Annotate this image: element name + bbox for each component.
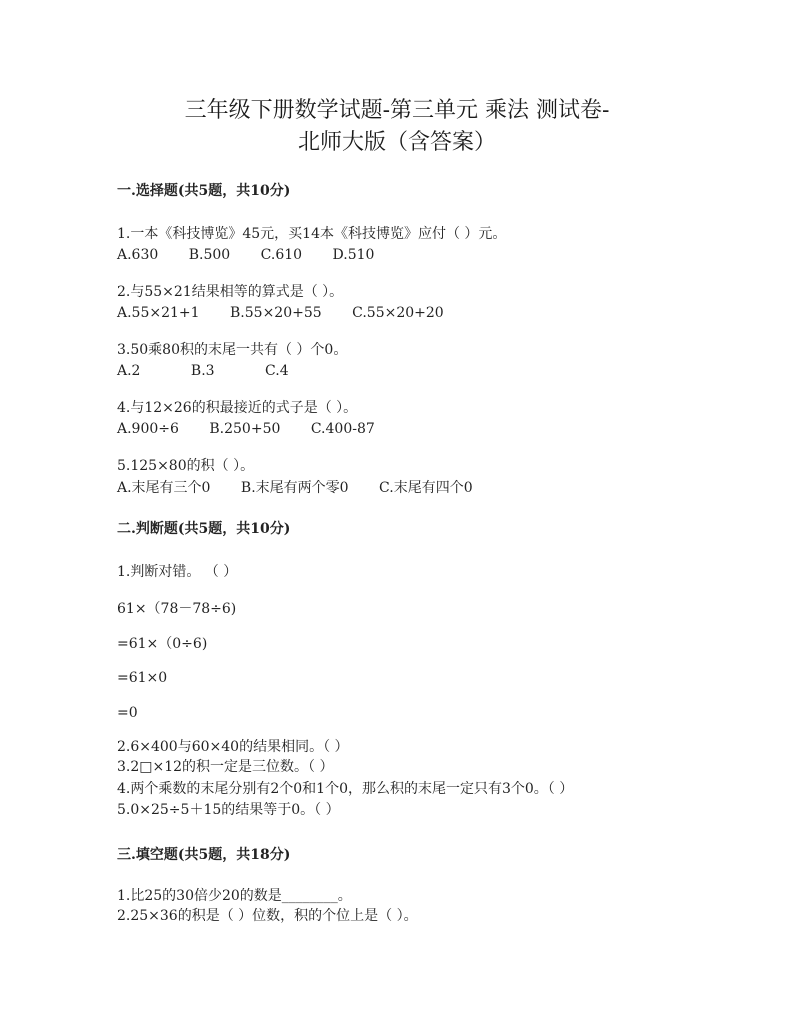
question-options bbox=[117, 420, 375, 438]
option-b: B.末尾有两个零0 bbox=[240, 480, 349, 496]
question-stem: 4.与12×26的积最接近的式子是（ ）。 bbox=[117, 400, 358, 416]
option-a: A.2 bbox=[117, 363, 141, 379]
question-stem: 3.50乘80积的末尾一共有（ ）个0。 bbox=[117, 342, 348, 358]
question-options bbox=[117, 479, 473, 497]
option-a: A.900÷6 bbox=[117, 421, 179, 437]
option-a: A.末尾有三个0 bbox=[117, 480, 211, 496]
question-stem: 4.两个乘数的末尾分别有2个0和1个0，那么积的末尾一定只有3个0。（ ） bbox=[117, 781, 574, 797]
option-a: A.55×21+1 bbox=[117, 305, 200, 321]
section-heading-true-false: 二.判断题(共5题，共10分) bbox=[117, 521, 291, 537]
question-stem: 2.与55×21结果相等的算式是（ ）。 bbox=[117, 284, 344, 300]
option-b: B.250+50 bbox=[209, 421, 281, 437]
question-options bbox=[117, 304, 444, 322]
calculation-step: =61×0 bbox=[117, 670, 168, 686]
option-c: C.400-87 bbox=[310, 421, 375, 437]
question-options bbox=[117, 362, 289, 380]
calculation-step: =61×（0÷6) bbox=[117, 636, 208, 652]
question-stem: 1.比25的30倍少20的数是________。 bbox=[117, 888, 352, 904]
option-c: C.55×20+20 bbox=[352, 305, 444, 321]
option-b: B.3 bbox=[190, 363, 215, 379]
option-b: B.500 bbox=[188, 247, 231, 263]
question-stem: 3.2□×12的积一定是三位数。（ ） bbox=[117, 759, 334, 775]
document-title-line-2: 北师大版（含答案） bbox=[297, 130, 496, 155]
option-a: A.630 bbox=[117, 247, 159, 263]
document-title-line-1: 三年级下册数学试题-第三单元 乘法 测试卷- bbox=[184, 98, 610, 123]
question-options bbox=[117, 246, 374, 264]
question-stem: 5.125×80的积（ ）。 bbox=[117, 458, 255, 474]
option-c: C.4 bbox=[265, 363, 289, 379]
option-b: B.55×20+55 bbox=[230, 305, 322, 321]
option-d: D.510 bbox=[332, 247, 375, 263]
option-c: C.末尾有四个0 bbox=[379, 480, 473, 496]
question-stem: 1.判断对错。 （ ） bbox=[117, 564, 238, 580]
calculation-step: =0 bbox=[117, 705, 138, 721]
question-stem: 5.0×25÷5＋15的结果等于0。（ ） bbox=[117, 802, 340, 818]
calculation-step: 61×（78－78÷6) bbox=[117, 601, 237, 617]
section-heading-multiple-choice: 一.选择题(共5题，共10分) bbox=[117, 183, 291, 199]
section-heading-fill-in-blank: 三.填空题(共5题，共18分) bbox=[117, 847, 291, 863]
question-stem: 1.一本《科技博览》45元，买14本《科技博览》应付（ ）元。 bbox=[117, 226, 507, 242]
option-c: C.610 bbox=[260, 247, 303, 263]
question-stem: 2.25×36的积是（ ）位数，积的个位上是（ ）。 bbox=[117, 908, 418, 924]
question-stem: 2.6×400与60×40的结果相同。（ ） bbox=[117, 739, 349, 755]
